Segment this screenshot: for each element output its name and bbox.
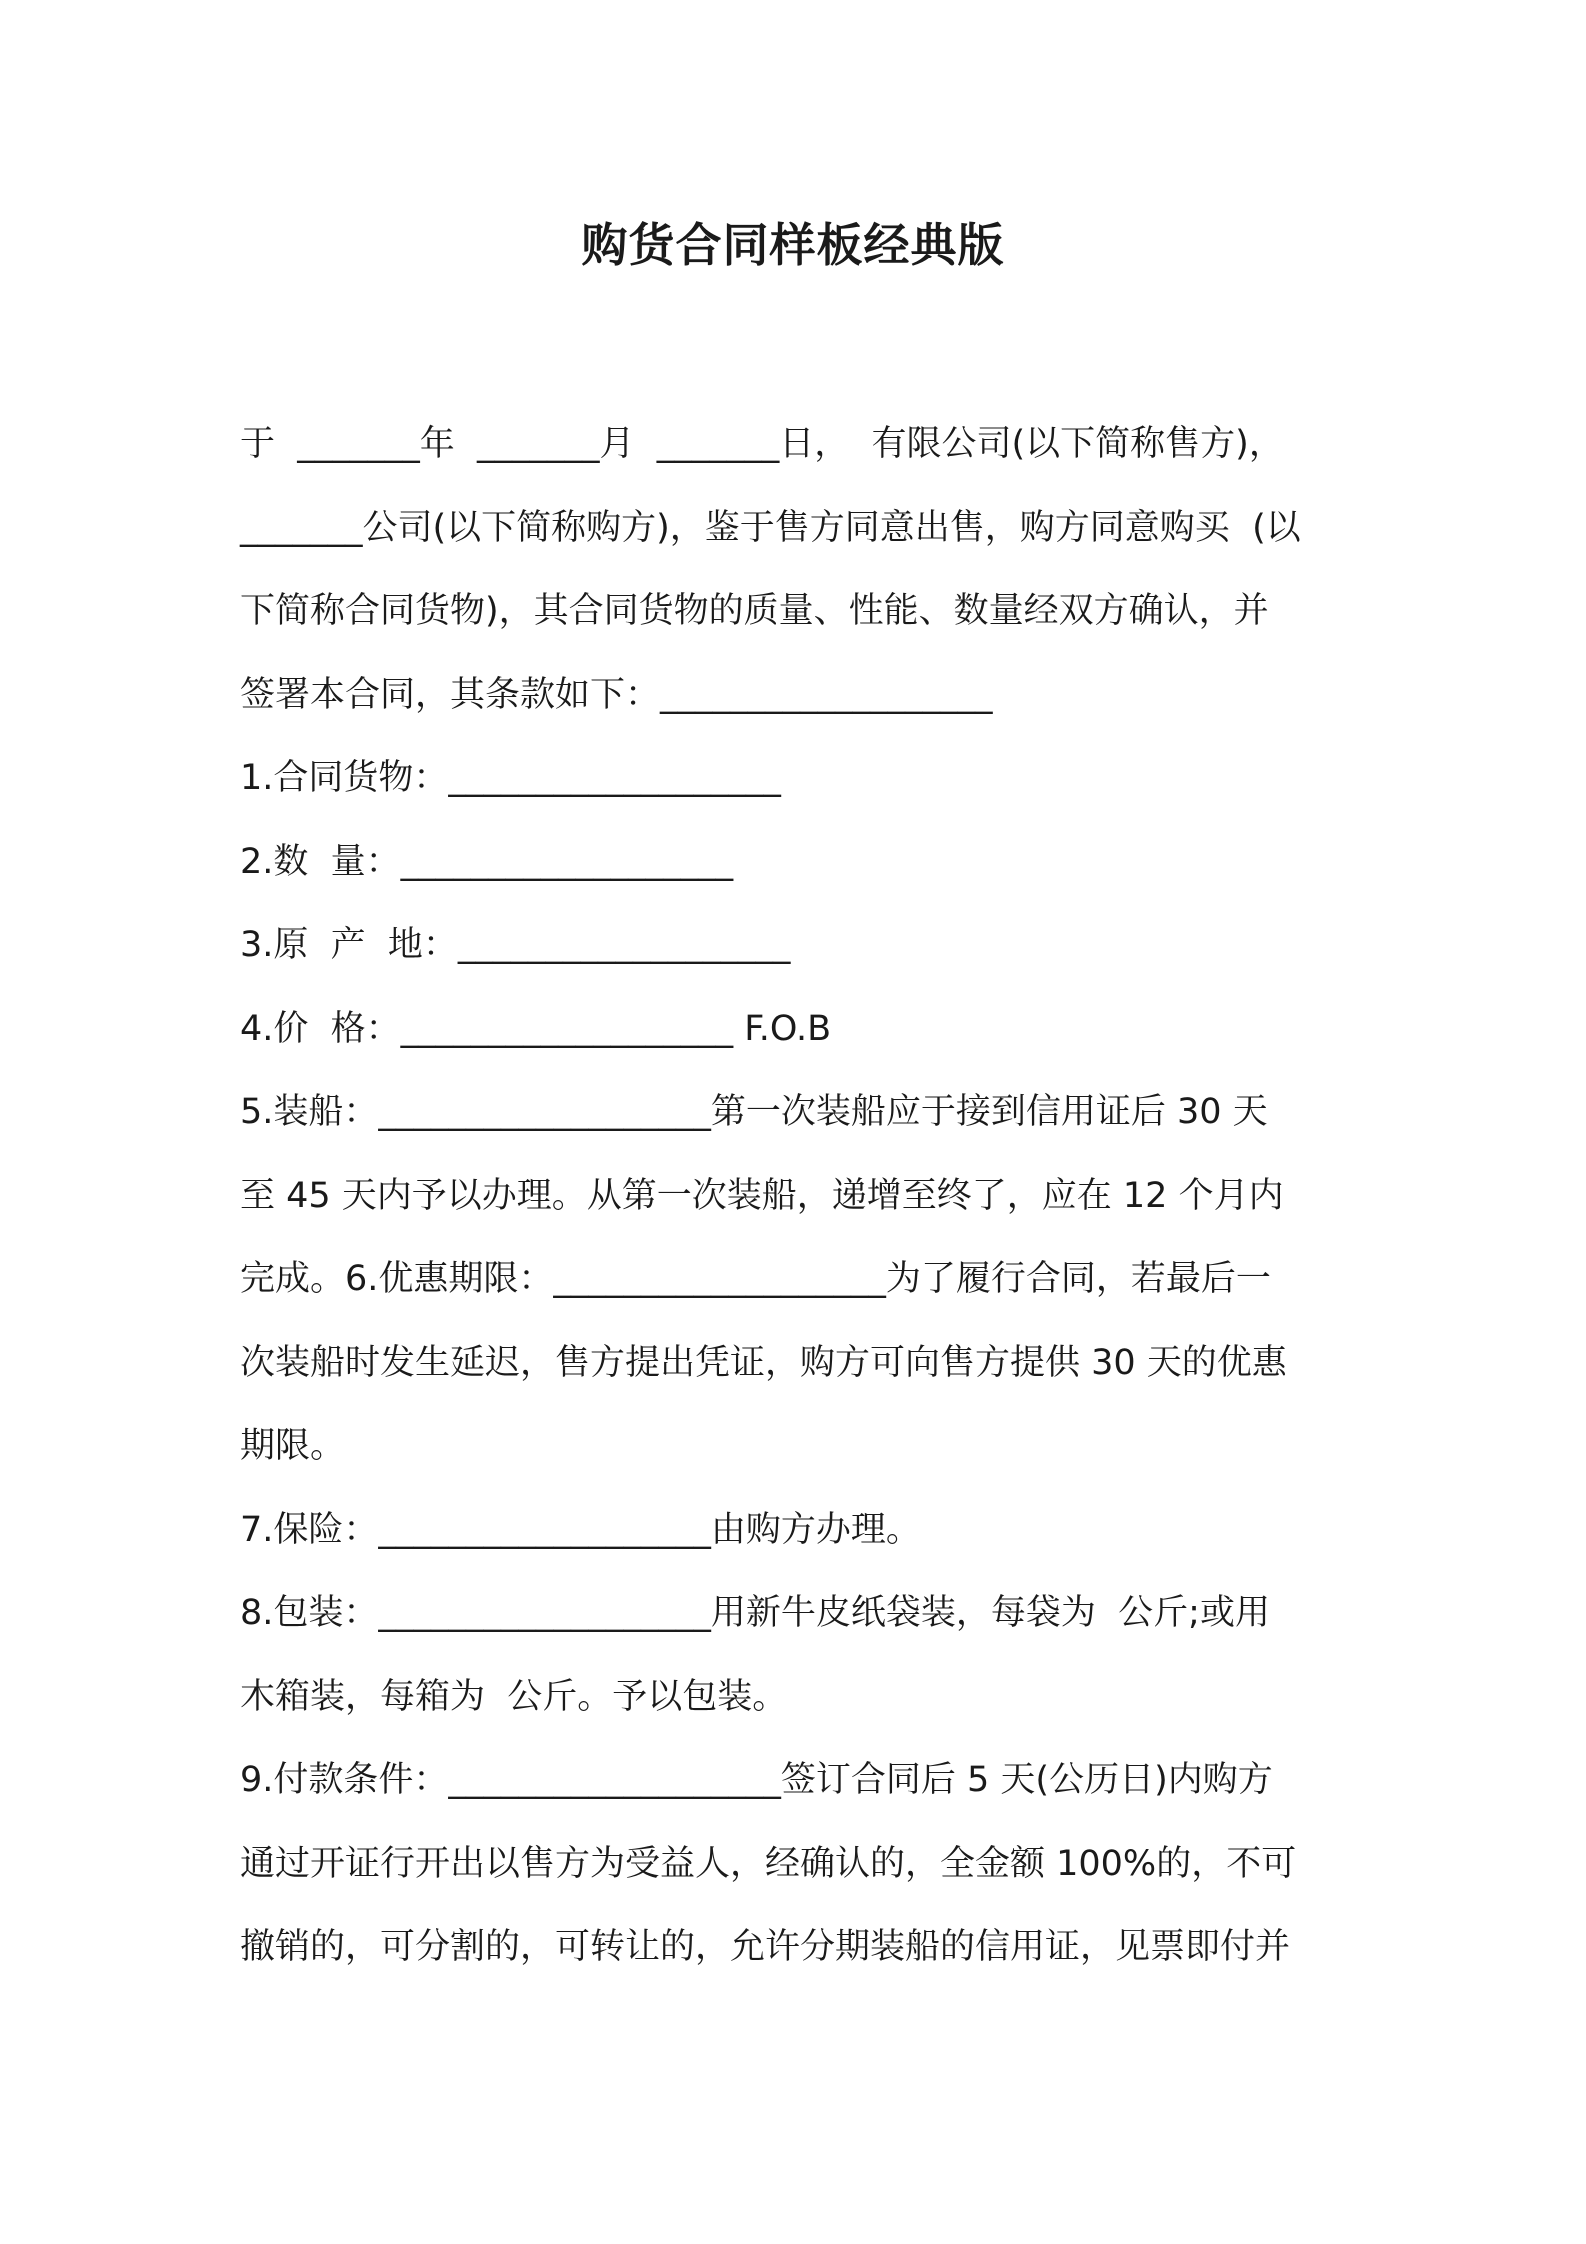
- clause-payment-cont-1: 通过开证行开出以售方为受益人，经确认的，全金额 100%的，不可: [240, 1843, 1297, 1884]
- clause-quantity: 2.数 量：___________________: [240, 841, 734, 882]
- clause-packing-cont-1: 木箱装，每箱为 公斤。予以包装。: [240, 1676, 788, 1717]
- clause-payment-cont-2: 撤销的，可分割的，可转让的，允许分期装船的信用证，见票即付并: [240, 1927, 1291, 1967]
- clause-grace-period: 完成。6.优惠期限：___________________为了履行合同，若最后一: [240, 1259, 1271, 1299]
- clause-grace-period-cont-1: 次装船时发生延迟，售方提出凭证，购方可向售方提供 30 天的优惠: [240, 1342, 1287, 1383]
- body-line-1: 于 _______年 _______月 _______日， 有限公司(以下简称售方)，: [240, 424, 1284, 464]
- clause-goods: 1.合同货物：___________________: [240, 758, 781, 798]
- clause-shipment-cont-1: 至 45 天内予以办理。从第一次装船，递增至终了，应在 12 个月内: [240, 1175, 1284, 1216]
- clause-shipment: 5.装船：___________________第一次装船应于接到信用证后 30 天: [240, 1092, 1268, 1132]
- contract-body: [240, 403, 1360, 1990]
- clause-packing: 8.包装：___________________用新牛皮纸袋装，每袋为 公斤;或用: [240, 1593, 1270, 1633]
- clause-price: 4.价 格：___________________ F.O.B: [240, 1008, 832, 1049]
- body-line-4: 签署本合同，其条款如下：___________________: [240, 674, 993, 715]
- clause-insurance: 7.保险：___________________由购方办理。: [240, 1509, 921, 1550]
- clause-grace-period-cont-2: 期限。: [240, 1426, 346, 1466]
- body-line-3: 下简称合同货物)，其合同货物的质量、性能、数量经双方确认，并: [240, 591, 1269, 631]
- clause-origin: 3.原 产 地：___________________: [240, 925, 791, 965]
- clause-payment: 9.付款条件：___________________签订合同后 5 天(公历日)内购方: [240, 1760, 1273, 1800]
- body-line-2: _______公司(以下简称购方)，鉴于售方同意出售，购方同意购买 (以: [240, 507, 1301, 548]
- document-title: 购货合同样板经典版: [581, 218, 1005, 272]
